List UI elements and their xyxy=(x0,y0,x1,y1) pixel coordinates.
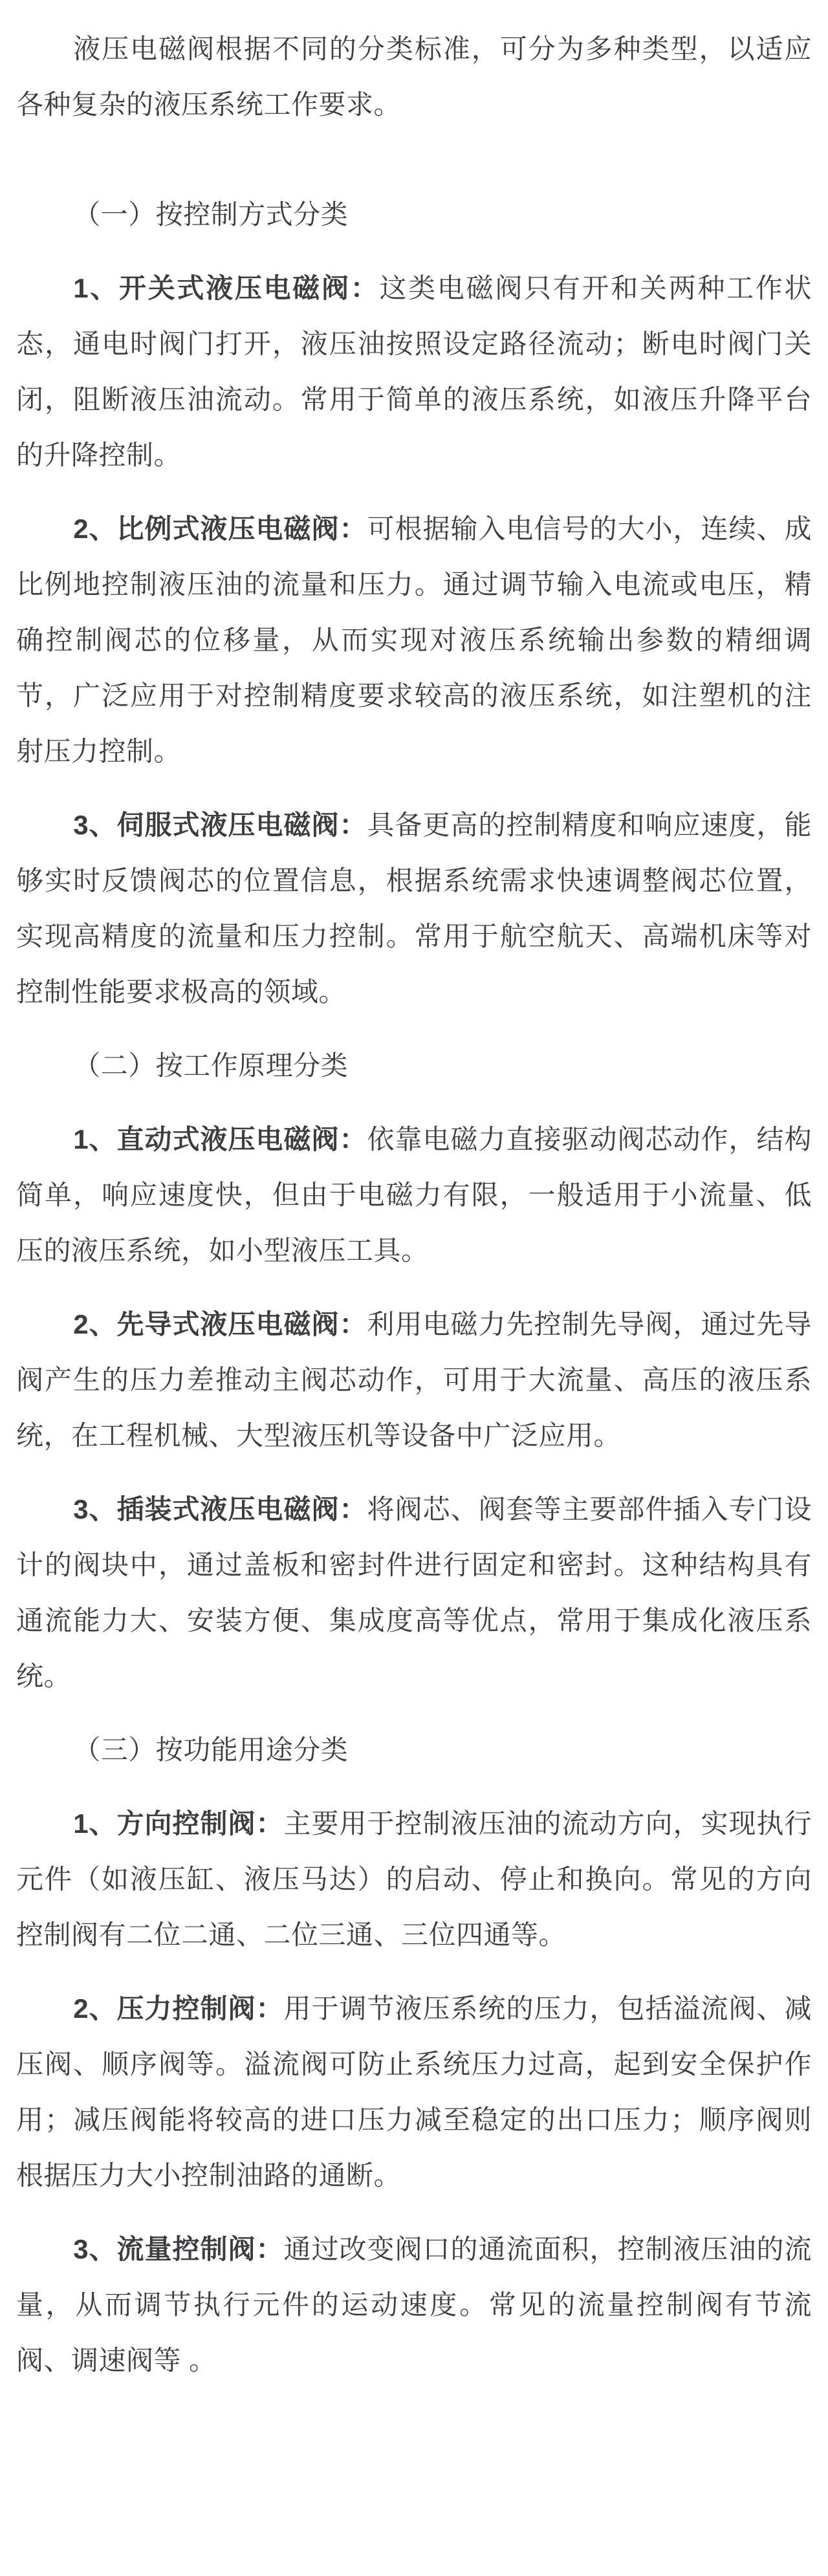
valve-item-pressure-control xyxy=(16,1981,812,2203)
intro-paragraph: 液压电磁阀根据不同的分类标准，可分为多种类型，以适应各种复杂的液压系统工作要求。 xyxy=(16,34,812,120)
valve-item-term: 3、插装式液压电磁阀： xyxy=(73,1494,367,1524)
valve-item-term: 2、压力控制阀： xyxy=(73,1993,284,2024)
valve-item-pilot-operated xyxy=(16,1297,812,1464)
valve-item-term: 3、流量控制阀： xyxy=(73,2234,284,2264)
section-heading-function-use: （三）按功能用途分类 xyxy=(73,1735,349,1765)
valve-item-description: 用于调节液压系统的压力，包括溢流阀、减压阀、顺序阀等。溢流阀可防止系统压力过高，起到安全保护作用；减压阀能将较高的进口压力减至稳定的出口压力；顺序阀则根据压力大小控制油路的通断。 xyxy=(16,1993,812,2191)
valve-item-directional-control xyxy=(16,1796,812,1963)
valve-item-proportional-type xyxy=(16,501,812,779)
valve-item-description: 通过改变阀口的通流面积，控制液压油的流量，从而调节执行元件的运动速度。常见的流量控制阀有节流阀、调速阀等 。 xyxy=(16,2234,812,2376)
valve-item-direct-acting xyxy=(16,1112,812,1279)
valve-item-term: 2、比例式液压电磁阀： xyxy=(73,514,367,544)
valve-item-description: 具备更高的控制精度和响应速度，能够实时反馈阀芯的位置信息，根据系统需求快速调整阀芯位置，实现高精度的流量和压力控制。常用于航空航天、高端机床等对控制性能要求极高的领域。 xyxy=(16,810,812,1007)
valve-item-description: 将阀芯、阀套等主要部件插入专门设计的阀块中，通过盖板和密封件进行固定和密封。这种结构具有通流能力大、安装方便、集成度高等优点，常用于集成化液压系统。 xyxy=(16,1494,812,1691)
section-heading-control-mode: （一）按控制方式分类 xyxy=(73,199,349,230)
valve-item-flow-control xyxy=(16,2222,812,2388)
valve-item-description: 这类电磁阀只有开和关两种工作状态，通电时阀门打开，液压油按照设定路径流动；断电时阀门关闭，阻断液压油流动。常用于简单的液压系统，如液压升降平台的升降控制。 xyxy=(16,273,812,470)
valve-item-term: 1、直动式液压电磁阀： xyxy=(73,1124,367,1154)
valve-item-switch-type xyxy=(16,261,812,483)
valve-item-term: 1、方向控制阀： xyxy=(73,1808,284,1839)
valve-item-description: 依靠电磁力直接驱动阀芯动作，结构简单，响应速度快，但由于电磁力有限，一般适用于小流量、低压的液压系统，如小型液压工具。 xyxy=(16,1124,812,1266)
section-heading-working-principle: （二）按工作原理分类 xyxy=(73,1050,349,1081)
valve-item-term: 1、开关式液压电磁阀： xyxy=(73,273,380,303)
valve-item-description: 利用电磁力先控制先导阀，通过先导阀产生的压力差推动主阀芯动作，可用于大流量、高压的液压系统，在工程机械、大型液压机等设备中广泛应用。 xyxy=(16,1309,812,1451)
valve-item-term: 3、伺服式液压电磁阀： xyxy=(73,810,367,840)
valve-item-servo-type xyxy=(16,797,812,1020)
valve-item-term: 2、先导式液压电磁阀： xyxy=(73,1309,367,1339)
valve-item-description: 可根据输入电信号的大小，连续、成比例地控制液压油的流量和压力。通过调节输入电流或电压，精确控制阀芯的位移量，从而实现对液压系统输出参数的精细调节，广泛应用于对控制精度要求较高的液压系统，如注塑机的注射压力控制。 xyxy=(16,514,812,766)
valve-item-description: 主要用于控制液压油的流动方向，实现执行元件（如液压缸、液压马达）的启动、停止和换向。常见的方向控制阀有二位二通、二位三通、三位四通等。 xyxy=(16,1808,812,1950)
valve-item-cartridge-type xyxy=(16,1482,812,1704)
